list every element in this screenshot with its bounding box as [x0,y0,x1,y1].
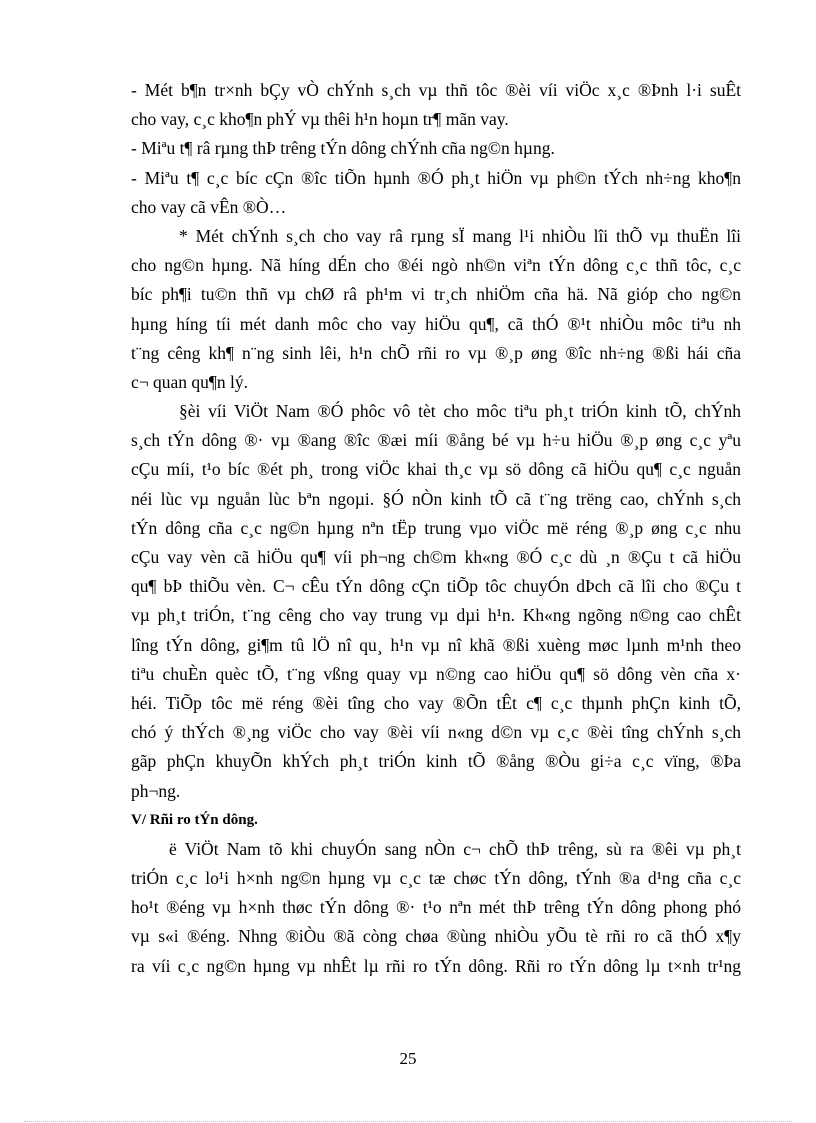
text-line: gãp phÇn khuyÕn khÝch ph¸t triÓn kinh tÕ ®ång ®Òu gi÷a c¸c vïng, ®Þa [131,751,741,772]
text-line: s¸ch tÝn dông ®· vµ ®ang ®îc ®æi míi ®ång bé vµ h÷u hiÖu ®¸p øng c¸c yªu [131,430,741,451]
document-body [131,76,741,981]
text-line: - Mét b¶n tr×nh bÇy vÒ chÝnh s¸ch vµ thñ tôc ®èi víi viÖc x¸c ®Þnh l·i suÊt [131,80,741,100]
text-line: - Miªu t¶ c¸c bíc cÇn ®îc tiÕn hµnh ®Ó ph¸t hiÖn vµ ph©n tÝch nh÷ng kho¶n [131,167,741,188]
text-line: t¨ng cêng kh¶ n¨ng sinh lêi, h¹n chÕ rñi ro vµ ®¸p øng ®îc nh÷ng ®ßi hái cña [131,342,741,363]
text-line: vµ s«i ®éng. Nhng ®iÒu ®ã còng chøa ®ùng nhiÒu yÕu tè rñi ro cã thÓ x¶y [131,926,741,947]
section-heading: V/ Rñi ro tÝn dông. [131,811,258,828]
section-paragraphs [131,835,741,981]
text-line: tÝn dông cña c¸c ng©n hµng nªn tËp trung vµo viÖc më réng ®¸p øng c¸c nhu [131,517,741,538]
text-line: cÇu míi, t¹o bíc ®ét ph¸ trong viÖc khai th¸c vµ sö dông cã hiÖu qu¶ c¸c nguån [131,459,741,480]
text-line: néi lùc vµ nguån lùc bªn ngoµi. §Ó nÒn kinh tÕ cã t¨ng trëng cao, chÝnh s¸ch [131,488,741,509]
text-line: héi. TiÕp tôc më réng ®èi tîng cho vay ®Õn tÊt c¶ c¸c thµnh phÇn kinh tÕ, [131,692,741,713]
text-line: ph¬ng. [131,780,181,801]
text-line: qu¶ bÞ thiÕu vèn. C¬ cÊu tÝn dông cÇn tiÕp tôc chuyÓn dÞch cã lîi cho ®Çu t [131,576,741,597]
text-line: hµng híng tíi mét danh môc cho vay hiÖu qu¶, cã thÓ ®¹t nhiÒu môc tiªu nh [131,313,741,334]
text-line: - Miªu t¶ râ rµng thÞ trêng tÝn dông chÝnh cña ng©n hµng. [131,138,555,159]
page-bottom-divider [24,1121,792,1122]
text-line: chó ý thÝch ®¸ng viÖc cho vay ®èi víi n«ng d©n vµ c¸c ®èi tîng chÝnh s¸ch [131,722,741,743]
text-line: vµ ph¸t triÓn, t¨ng cêng cho vay trung vµ dµi h¹n. Kh«ng ngõng n©ng cao chÊt [131,605,741,626]
text-line: cho ng©n hµng. Nã híng dÉn cho ®éi ngò nh©n viªn tÝn dông c¸c thñ tôc, c¸c [131,255,741,276]
body-paragraphs [131,76,741,806]
text-line: cÇu vay vèn cã hiÖu qu¶ víi ph¬ng ch©m kh«ng ®Ó c¸c dù ¸n ®Çu t cã hiÖu [131,547,741,567]
text-line: ë ViÖt Nam tõ khi chuyÓn sang nÒn c¬ chÕ thÞ trêng, sù ra ®êi vµ ph¸t [169,838,741,859]
text-line: triÓn c¸c lo¹i h×nh ng©n hµng vµ c¸c tæ chøc tÝn dông, tÝnh ®a d¹ng cña c¸c [131,868,741,889]
text-line: lîng tÝn dông, gi¶m tû lÖ nî qu¸ h¹n vµ nî khã ®ßi xuèng møc lµnh m¹nh theo [131,634,741,655]
text-line: §èi víi ViÖt Nam ®Ó phôc vô tèt cho môc tiªu ph¸t triÓn kinh tÕ, chÝnh [179,401,741,422]
text-line: ra víi c¸c ng©n hµng vµ nhÊt lµ rñi ro tÝn dông. Rñi ro tÝn dông lµ t×nh tr¹ng [131,955,741,976]
text-line: tiªu chuÈn quèc tÕ, t¨ng vßng quay vµ n©ng cao hiÖu qu¶ sö dông vèn cña x· [131,663,741,684]
text-line: * Mét chÝnh s¸ch cho vay râ rµng sÏ mang l¹i nhiÒu lîi thÕ vµ thuËn lîi [179,225,741,246]
text-line: cho vay, c¸c kho¶n phÝ vµ thêi h¹n hoµn tr¶ mãn vay. [131,109,509,130]
text-line: c¬ quan qu¶n lý. [131,371,248,392]
text-line: bíc ph¶i tu©n thñ vµ chØ râ ph¹m vi tr¸ch nhiÖm cña hä. Nã gióp cho ng©n [131,284,741,305]
text-line: ho¹t ®éng vµ h×nh thøc tÝn dông ®· t¹o nªn mét thÞ trêng tÝn dông phong phó [131,897,741,918]
page-number: 25 [399,1049,417,1068]
text-line: cho vay cã vÊn ®Ò… [131,196,287,217]
